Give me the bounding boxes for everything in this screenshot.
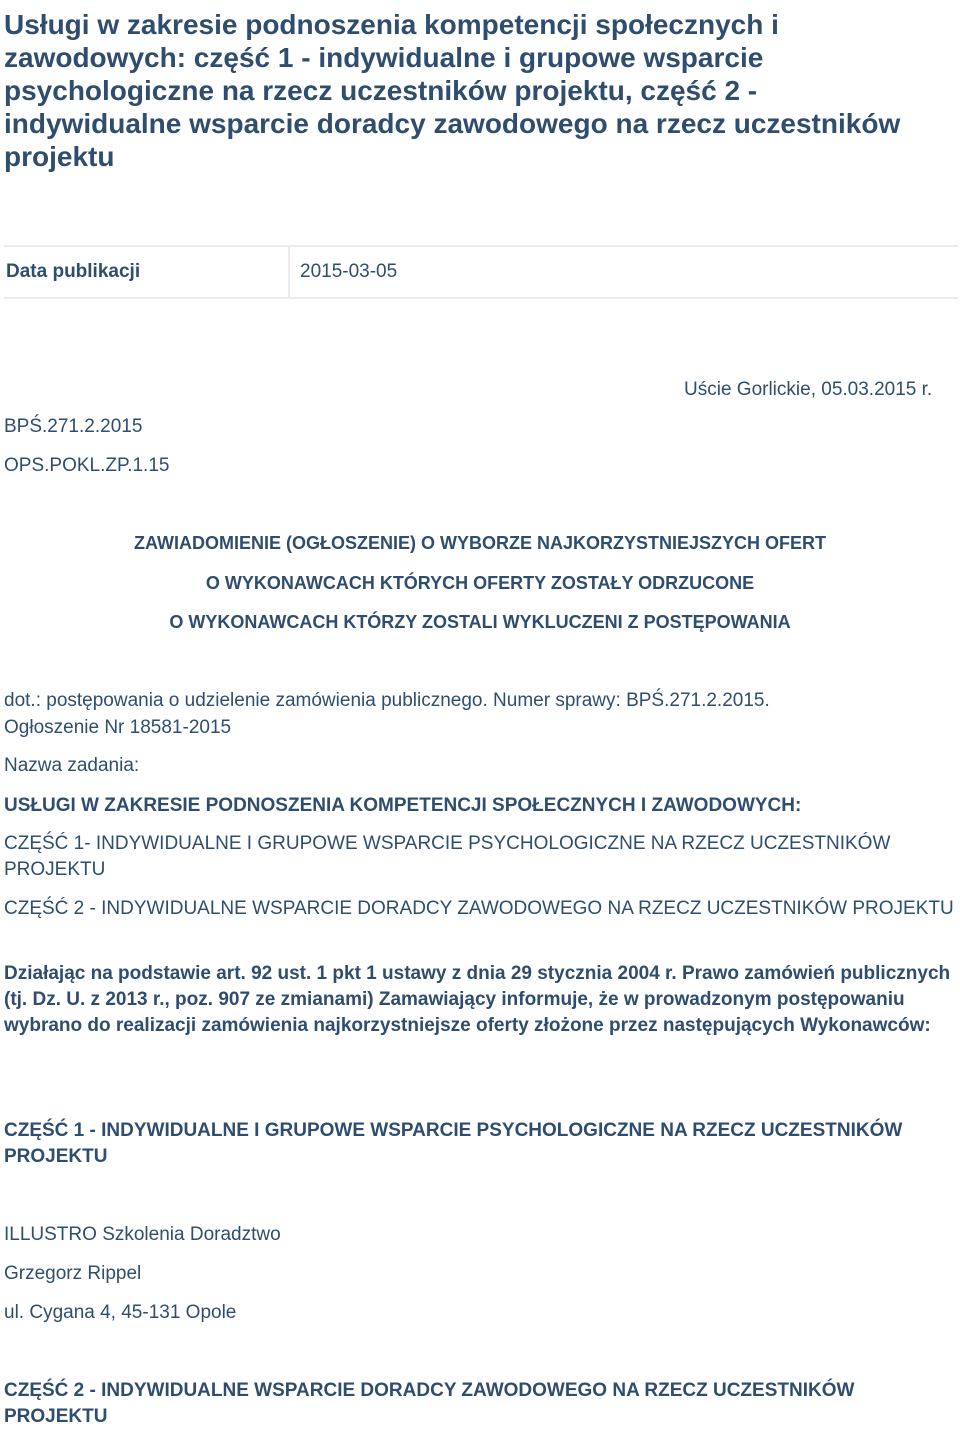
contractor-address: ul. Cygana 4, 45-131 Opole xyxy=(4,1302,237,1323)
announcement-number: Ogłoszenie Nr 18581-2015 xyxy=(4,717,232,738)
proceedings-reference: dot.: postępowania o udzielenie zamówienia publicznego. Numer sprawy: BPŚ.271.2.2015. xyxy=(4,690,770,711)
part-1-description: CZĘŚĆ 1- INDYWIDUALNE I GRUPOWE WSPARCIE PSYCHOLOGICZNE NA RZECZ UCZESTNIKÓW PROJEKTU xyxy=(4,833,891,880)
case-reference-2: OPS.POKL.ZP.1.15 xyxy=(4,455,170,476)
section-2-heading: CZĘŚĆ 2 - INDYWIDUALNE WSPARCIE DORADCY ZAWODOWEGO NA RZECZ UCZESTNIKÓW PROJEKTU xyxy=(4,1380,855,1427)
part-2-description: CZĘŚĆ 2 - INDYWIDUALNE WSPARCIE DORADCY ZAWODOWEGO NA RZECZ UCZESTNIKÓW PROJEKTU xyxy=(4,898,954,919)
case-reference-1: BPŚ.271.2.2015 xyxy=(4,416,143,437)
task-name: USŁUGI W ZAKRESIE PODNOSZENIA KOMPETENCJI SPOŁECZNYCH I ZAWODOWYCH: xyxy=(4,795,802,816)
section-1-heading: CZĘŚĆ 1 - INDYWIDUALNE I GRUPOWE WSPARCIE PSYCHOLOGICZNE NA RZECZ UCZESTNIKÓW PROJEKTU xyxy=(4,1120,903,1167)
notice-heading-line-2: O WYKONAWCACH KTÓRYCH OFERTY ZOSTAŁY ODRZUCONE xyxy=(205,573,755,593)
document-title: Usługi w zakresie podnoszenia kompetencji społecznych i zawodowych: część 1 - indywidualne i grupowe wsparcie psychologiczne na rzecz uczestników projektu, część 2 - indywidualne wsparcie doradcy zawodowego na rzecz uczestników projektu xyxy=(4,9,901,172)
notice-heading-line-1: ZAWIADOMIENIE (OGŁOSZENIE) O WYBORZE NAJKORZYSTNIEJSZYCH OFERT xyxy=(133,533,827,553)
place-and-date: Uście Gorlickie, 05.03.2015 r. xyxy=(684,379,933,400)
publication-date-label: Data publikacji xyxy=(4,247,290,297)
task-name-label: Nazwa zadania: xyxy=(4,755,140,776)
legal-basis-paragraph: Działając na podstawie art. 92 ust. 1 pkt 1 ustawy z dnia 29 stycznia 2004 r. Prawo zamówień publicznych (tj. Dz. U. z 2013 r., poz. 907 ze zmianami) Zamawiający informuje, że w prowadzonym postępowaniu wybrano do realizacji zamówienia najkorzystniejsze oferty złożone przez następujących Wykonawców: xyxy=(4,963,951,1036)
contractor-person: Grzegorz Rippel xyxy=(4,1263,142,1284)
publication-date-row xyxy=(4,245,958,299)
notice-heading-line-3: O WYKONAWCACH KTÓRZY ZOSTALI WYKLUCZENI Z POSTĘPOWANIA xyxy=(169,612,791,632)
contractor-company: ILLUSTRO Szkolenia Doradztwo xyxy=(4,1224,281,1245)
publication-date-value: 2015-03-05 xyxy=(300,261,398,282)
